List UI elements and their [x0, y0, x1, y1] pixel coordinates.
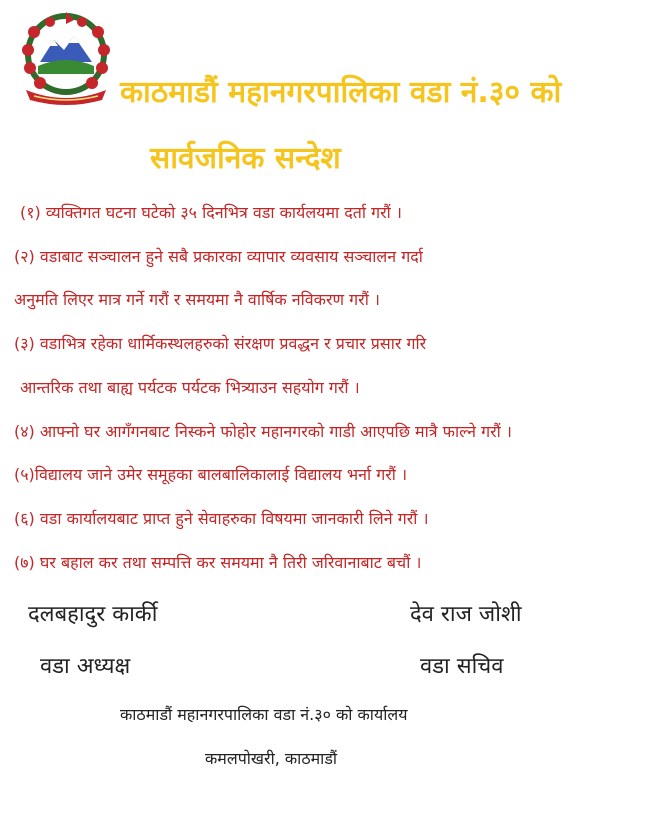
signatory-right-name: देव राज जोशी: [410, 602, 522, 627]
notice-title: काठमाडौं महानगरपालिका वडा नं.३० को: [120, 75, 562, 110]
nepal-government-emblem-icon: [12, 10, 120, 110]
notice-line-2: (२) वडाबाट सञ्चालन हुने सबै प्रकारका व्यापार व्यवसाय सञ्चालन गर्दा: [14, 247, 423, 266]
signatory-left-name: दलबहादुर कार्की: [28, 602, 158, 627]
office-name: काठमाडौं महानगरपालिका वडा नं.३० को कार्यालय: [120, 705, 408, 724]
notice-line-5: आन्तरिक तथा बाह्य पर्यटक पर्यटक भित्र्याउन सहयोग गरौं ।: [20, 378, 360, 397]
notice-line-9: (७) घर बहाल कर तथा सम्पत्ति कर समयमा नै तिरी जरिवानाबाट बचौं ।: [14, 553, 422, 572]
signatory-left-role: वडा अध्यक्ष: [40, 654, 131, 679]
signatory-right-role: वडा सचिव: [420, 654, 504, 679]
notice-line-3: अनुमति लिएर मात्र गर्ने गरौं र समयमा नै वार्षिक नविकरण गरौं ।: [14, 290, 380, 309]
notice-line-8: (६) वडा कार्यालयबाट प्राप्त हुने सेवाहरुका विषयमा जानकारी लिने गरौं ।: [14, 509, 429, 528]
notice-line-4: (३) वडाभित्र रहेका धार्मिकस्थलहरुको संरक्षण प्रवद्धन र प्रचार प्रसार गरि: [14, 334, 427, 353]
notice-line-7: (५)विद्यालय जाने उमेर समूहका बालबालिकालाई विद्यालय भर्ना गरौं ।: [14, 465, 408, 484]
notice-subtitle: सार्वजनिक सन्देश: [150, 141, 341, 176]
notice-line-6: (४) आफ्नो घर आगँगनबाट निस्कने फोहोर महानगरको गाडी आएपछि मात्रै फाल्ने गरौं ।: [14, 422, 512, 441]
notice-line-1: (१) व्यक्तिगत घटना घटेको ३५ दिनभित्र वडा कार्यलयमा दर्ता गरौं ।: [20, 203, 402, 222]
office-address: कमलपोखरी, काठमाडौं: [205, 749, 338, 768]
